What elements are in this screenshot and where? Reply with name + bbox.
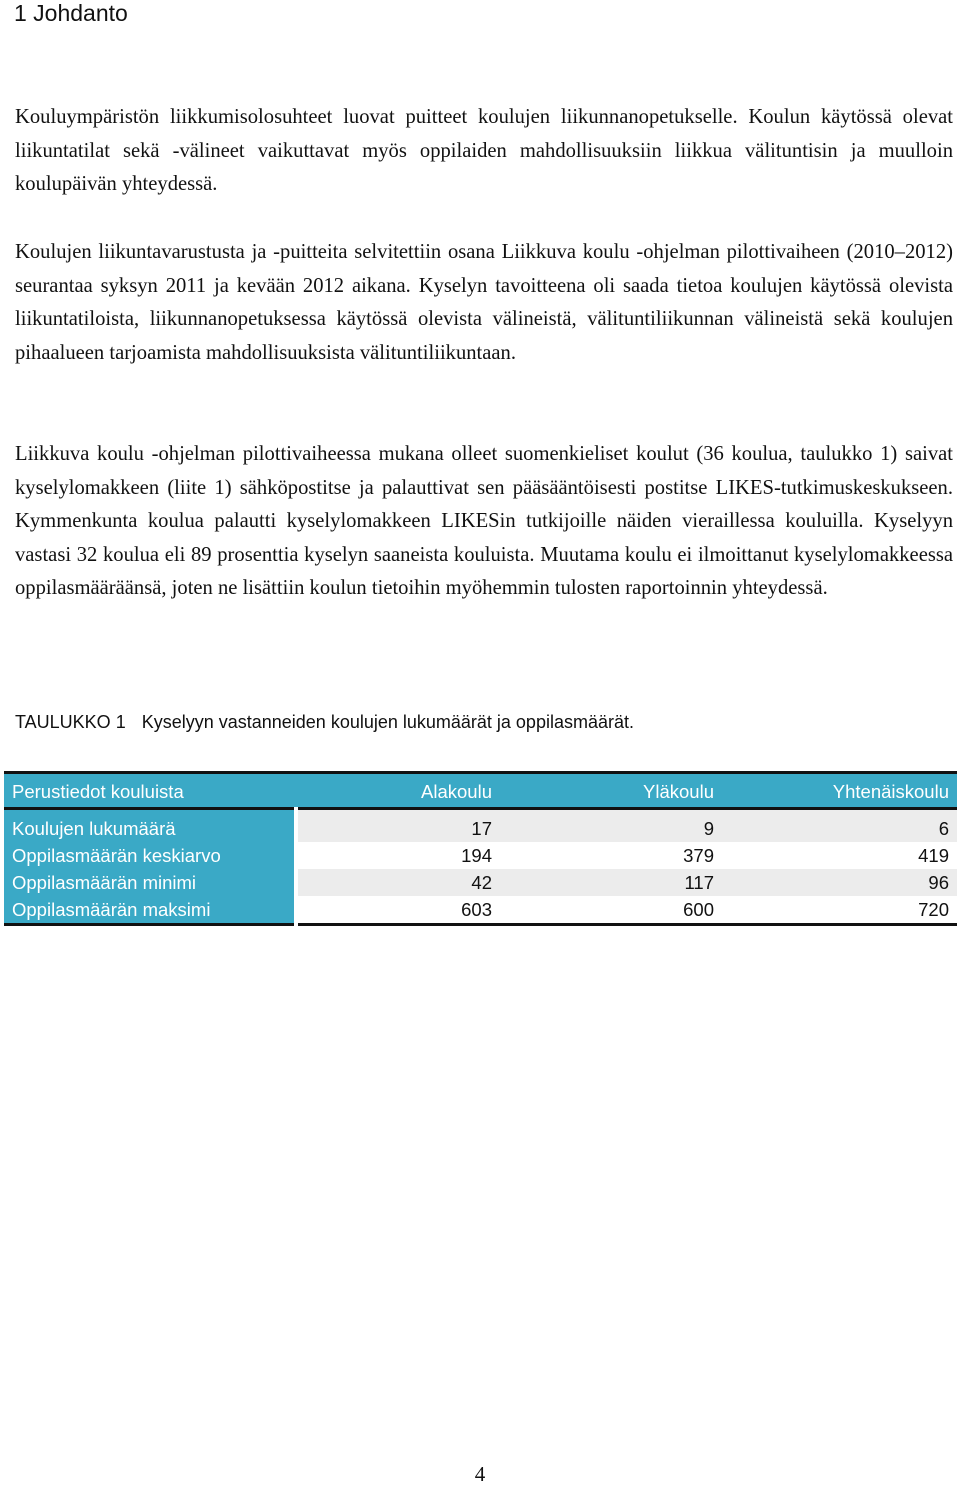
- row-label: Oppilasmäärän keskiarvo: [4, 842, 296, 869]
- school-statistics-table: [4, 771, 957, 926]
- table-cell: 17: [296, 809, 500, 843]
- row-label: Oppilasmäärän maksimi: [4, 896, 296, 925]
- table-cell: 419: [918, 844, 949, 866]
- page-number: 4: [474, 1462, 486, 1486]
- body-paragraph: Koulujen liikuntavarustusta ja -puitteita selvitettiin osana Liikkuva koulu -ohjelman pilottivaiheen (2010–2012) seurantaa syksyn 2011 ja kevään 2012 aikana. Kyselyn tavoitteena oli saada tietoa koulujen käytössä olevista liikuntatiloista, liikunnanopetuksessa käytössä olevista välineistä, välituntiliikunnan välineistä sekä koulujen pihaalueen tarjoamista mahdollisuuksista välituntiliikuntaan.: [15, 241, 953, 364]
- column-header: Perustiedot kouluista: [12, 780, 184, 802]
- column-header: Alakoulu: [421, 780, 492, 802]
- row-label: Koulujen lukumäärä: [4, 809, 296, 843]
- table-cell: 117: [500, 869, 722, 896]
- table-cell: 720: [722, 896, 957, 925]
- table-row: [4, 869, 957, 896]
- column-header: Yhtenäiskoulu: [832, 780, 949, 802]
- table-cell: 600: [500, 896, 722, 925]
- table-cell: 379: [683, 844, 714, 866]
- table-caption: [15, 708, 634, 736]
- table-caption-label: TAULUKKO 1: [15, 712, 126, 732]
- table-caption-text: Kyselyyn vastanneiden koulujen lukumäärät ja oppilasmäärät.: [141, 712, 634, 732]
- table-cell: 96: [722, 869, 957, 896]
- table-row: [4, 842, 957, 869]
- body-paragraph: Liikkuva koulu -ohjelman pilottivaiheessa mukana olleet suomenkieliset koulut (36 koulua, taulukko 1) saivat kyselylomakkeen (liite 1) sähköpostitse ja palauttivat sen pääsääntöisesti postitse LIKES-tutkimuskeskukseen. Kymmenkunta koulua palautti kyselylomakkeen LIKESin tutkijoille näiden vieraillessa kouluilla. Kyselyyn vastasi 32 koulua eli 89 prosenttia kyselyn saaneista kouluista. Muutama koulu ei ilmoittanut kyselylomakkeessa oppilasmääräänsä, joten ne lisättiin koulun tietoihin myöhemmin tulosten raportoinnin yhteydessä.: [15, 443, 953, 599]
- table-cell: 9: [500, 809, 722, 843]
- table-cell: 6: [722, 809, 957, 843]
- table-header-row: [4, 773, 957, 809]
- table-cell: 603: [296, 896, 500, 925]
- table-row: [4, 809, 957, 843]
- body-paragraph: Kouluympäristön liikkumisolosuhteet luovat puitteet koulujen liikunnanopetukselle. Koulun käytössä olevat liikuntatilat sekä -välineet vaikuttavat myös oppilaiden mahdollisuuksiin liikkua välituntisin ja muulloin koulupäivän yhteydessä.: [15, 106, 953, 195]
- row-label: Oppilasmäärän minimi: [4, 869, 296, 896]
- column-header: Yläkoulu: [643, 780, 714, 802]
- table-row: [4, 896, 957, 925]
- table-cell: 194: [461, 844, 492, 866]
- table-cell: 42: [296, 869, 500, 896]
- section-heading: 1 Johdanto: [14, 0, 128, 26]
